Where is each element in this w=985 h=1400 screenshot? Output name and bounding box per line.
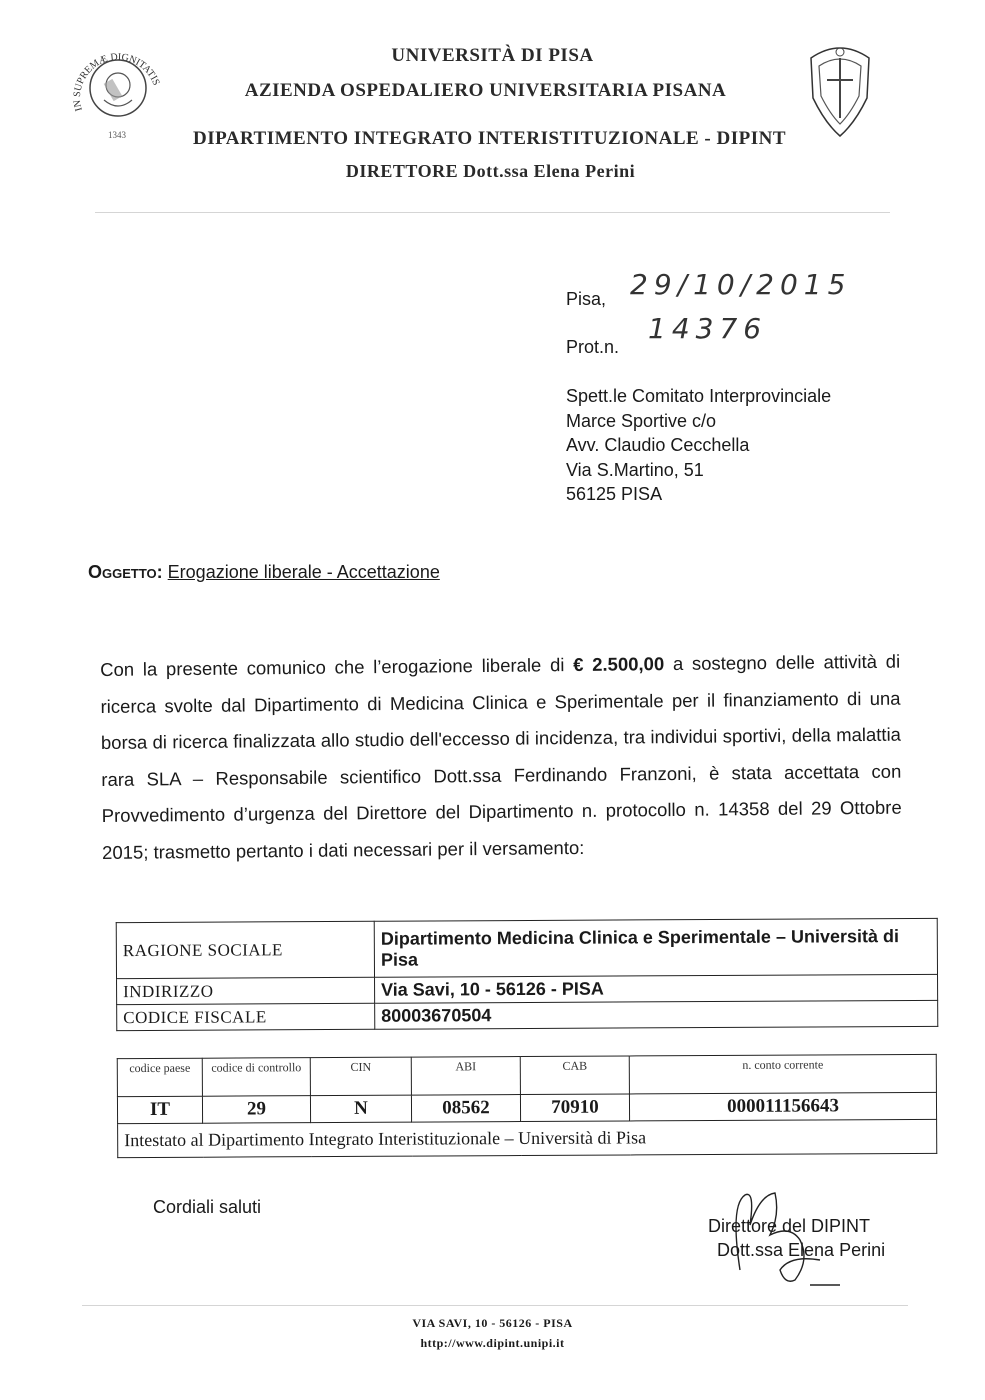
row-label: RAGIONE SOCIALE bbox=[116, 921, 374, 978]
beneficiary-table bbox=[116, 918, 939, 1031]
column-header: codice di controllo bbox=[202, 1058, 310, 1097]
svg-text:1343: 1343 bbox=[108, 130, 126, 140]
signer-name: Dott.ssa Elena Perini bbox=[717, 1240, 886, 1260]
table-row bbox=[117, 1000, 938, 1030]
bank-details-table bbox=[117, 1054, 938, 1158]
cell: 70910 bbox=[520, 1094, 629, 1122]
footer-website-link[interactable]: http://www.dipint.unipi.it bbox=[420, 1336, 565, 1350]
donation-amount: € 2.500,00 bbox=[573, 653, 665, 676]
recipient-line: Spett.le Comitato Interprovinciale bbox=[566, 386, 832, 406]
footer-address: VIA SAVI, 10 - 56126 - PISA bbox=[412, 1316, 573, 1330]
place-label: Pisa, bbox=[566, 289, 607, 309]
table-row bbox=[116, 918, 937, 978]
table-header-row bbox=[117, 1054, 936, 1096]
recipient-line: 56125 PISA bbox=[566, 484, 663, 504]
university-name: UNIVERSITÀ DI PISA bbox=[391, 45, 594, 66]
cell: IT bbox=[117, 1096, 202, 1123]
signer-title: Direttore del DIPINT bbox=[708, 1216, 871, 1236]
table-row bbox=[118, 1119, 937, 1157]
cell: 000011156643 bbox=[629, 1092, 936, 1121]
handwritten-date: 29/10/2015 bbox=[630, 268, 852, 301]
cell: 08562 bbox=[411, 1095, 520, 1123]
recipient-line: Marce Sportive c/o bbox=[566, 410, 717, 431]
row-value: Dipartimento Medicina Clinica e Sperimentale – Università di Pisa bbox=[374, 918, 937, 977]
subject-label: Oggetto: bbox=[88, 562, 163, 582]
column-header: codice paese bbox=[117, 1058, 202, 1096]
row-label: INDIRIZZO bbox=[117, 977, 375, 1004]
row-value: Via Savi, 10 - 56126 - PISA bbox=[375, 974, 938, 1003]
header-divider bbox=[95, 212, 890, 213]
closing-greeting: Cordiali saluti bbox=[153, 1197, 262, 1217]
column-header: n. conto corrente bbox=[629, 1054, 936, 1094]
subject-line bbox=[88, 562, 440, 583]
row-value: 80003670504 bbox=[375, 1000, 938, 1029]
footer-divider bbox=[82, 1305, 908, 1306]
subject-text: Erogazione liberale - Accettazione bbox=[167, 562, 440, 582]
hospital-name: AZIENDA OSPEDALIERO UNIVERSITARIA PISANA bbox=[244, 80, 727, 101]
svg-text:IN SUPREMÆ DIGNITATIS: IN SUPREMÆ DIGNITATIS bbox=[71, 51, 162, 113]
column-header: CIN bbox=[310, 1057, 411, 1096]
recipient-line: Via S.Martino, 51 bbox=[566, 459, 704, 480]
body-text-rest: a sostegno delle attività di ricerca svolte dal Dipartimento di Medicina Clinica e Sperimentale per il finanziamento di una borsa di ricerca finalizzata allo studio dell'eccesso di incidenza, tra individui sportivi, della malattia rara SLA – Responsabile scientifico Dott.ssa Ferdinando Franzoni, è stata accettata con Provvedimento d’urgenza del Direttore del Dipartimento n. protocollo n. 14358 del 29 Ottobre 2015; trasmetto pertanto i dati necessari per il versamento: bbox=[100, 650, 902, 863]
handwritten-protocol-number: 14376 bbox=[648, 312, 768, 345]
row-label: CODICE FISCALE bbox=[117, 1003, 375, 1030]
recipient-address bbox=[566, 384, 831, 507]
account-holder: Intestato al Dipartimento Integrato Interistituzionale – Università di Pisa bbox=[118, 1119, 937, 1157]
table-row bbox=[117, 1092, 936, 1123]
body-text-start: Con la presente comunico che l’erogazione liberale di bbox=[100, 654, 574, 680]
body-paragraph bbox=[100, 644, 902, 871]
cell: 29 bbox=[202, 1096, 310, 1124]
protocol-label: Prot.n. bbox=[566, 337, 620, 357]
column-header: ABI bbox=[411, 1057, 520, 1096]
recipient-line: Avv. Claudio Cecchella bbox=[566, 435, 750, 455]
director-line: DIRETTORE Dott.ssa Elena Perini bbox=[345, 161, 636, 181]
department-name: DIPARTIMENTO INTEGRATO INTERISTITUZIONALE - DIPINT bbox=[192, 128, 787, 149]
column-header: CAB bbox=[520, 1056, 629, 1095]
cell: N bbox=[310, 1095, 411, 1123]
